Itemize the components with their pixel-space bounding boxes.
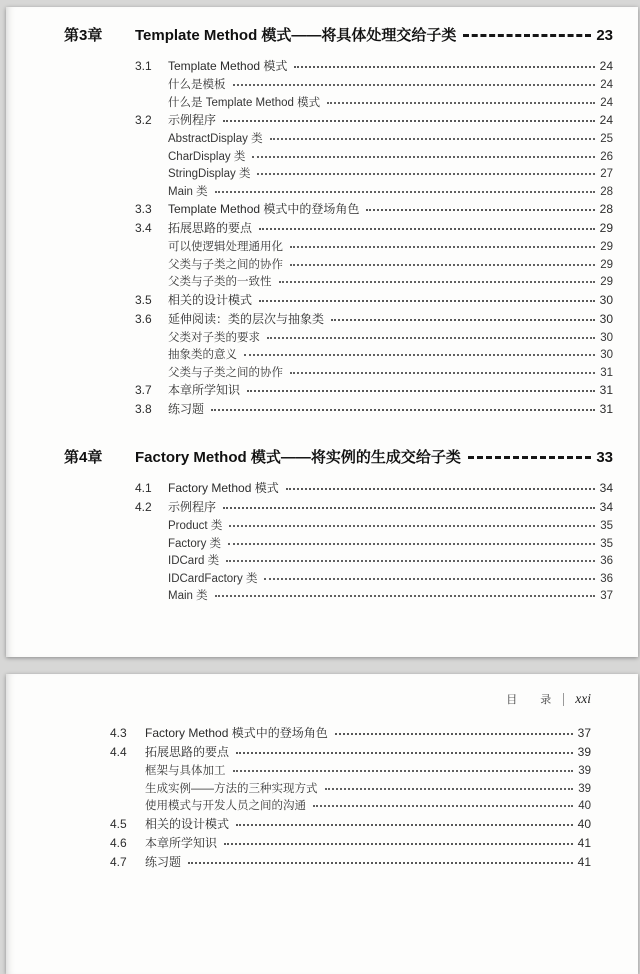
entry-title: 相关的设计模式 xyxy=(168,292,253,307)
entry-page-number: 23 xyxy=(596,27,613,44)
entry-number: 3.7 xyxy=(135,383,152,397)
dot-leader-line xyxy=(290,372,595,374)
dot-leader-line xyxy=(259,300,595,302)
entry-number: 4.2 xyxy=(135,500,152,514)
entry-title: CharDisplay 类 xyxy=(168,150,246,163)
toc-entry xyxy=(64,94,613,112)
entry-title: 生成实例——方法的三种实现方式 xyxy=(145,782,318,795)
toc-entry xyxy=(64,273,613,291)
toc-entry xyxy=(64,256,613,274)
entry-title: Template Method 模式 xyxy=(168,59,288,73)
running-header-title: 目 录 xyxy=(506,694,558,706)
dot-leader-line xyxy=(335,733,573,735)
dot-leader-line xyxy=(224,843,573,845)
toc-entry xyxy=(64,57,613,76)
toc-entry xyxy=(64,130,613,148)
toc-entry xyxy=(64,329,613,347)
entry-page-number: 37 xyxy=(600,590,613,602)
dot-leader-line xyxy=(313,805,573,807)
entry-number: 4.7 xyxy=(110,854,127,869)
entry-page-number: 28 xyxy=(599,202,613,216)
dot-leader-line xyxy=(279,281,596,283)
entry-page-number: 29 xyxy=(600,258,613,271)
entry-title: StringDisplay 类 xyxy=(168,168,251,180)
dot-leader-line xyxy=(236,824,573,826)
dot-leader-line xyxy=(327,102,595,104)
entry-page-number: 29 xyxy=(600,276,613,288)
toc-entry xyxy=(110,834,591,853)
entry-page-number: 31 xyxy=(599,383,613,397)
entry-title: Main 类 xyxy=(168,185,208,198)
entry-page-number: 36 xyxy=(600,555,613,567)
entry-page-number: 41 xyxy=(577,835,591,850)
dot-leader-line xyxy=(463,34,591,37)
toc-entry xyxy=(64,183,613,201)
entry-number: 4.4 xyxy=(110,745,127,759)
toc-entry xyxy=(110,780,591,798)
entry-page-number: 30 xyxy=(600,349,613,361)
toc-entry xyxy=(64,400,613,419)
toc-entry xyxy=(64,310,613,329)
dot-leader-line xyxy=(215,191,596,193)
entry-page-number: 36 xyxy=(600,572,613,585)
entry-title: IDCardFactory 类 xyxy=(168,572,258,585)
dot-leader-line xyxy=(290,246,595,248)
entry-page-number: 35 xyxy=(600,520,613,532)
dot-leader-line xyxy=(215,595,596,597)
toc-entry xyxy=(64,535,613,553)
entry-title: Factory Method 模式中的登场角色 xyxy=(145,726,328,740)
entry-number: 4.1 xyxy=(135,481,152,495)
entry-number: 第4章 xyxy=(64,449,103,466)
toc-entry xyxy=(64,165,613,183)
toc-entry xyxy=(64,587,613,605)
toc-entry xyxy=(64,24,613,46)
dot-leader-line xyxy=(244,354,595,356)
toc-entry xyxy=(64,346,613,364)
entry-title: 抽象类的意义 xyxy=(168,349,237,361)
entry-number: 3.6 xyxy=(135,311,152,326)
toc-entry xyxy=(64,111,613,130)
entry-page-number: 34 xyxy=(599,481,613,495)
entry-title: 延伸阅读：类的层次与抽象类 xyxy=(168,311,325,326)
entry-page-number: 39 xyxy=(578,765,591,777)
entry-title: 父类与子类之间的协作 xyxy=(168,258,283,271)
dot-leader-line xyxy=(226,560,595,562)
dot-leader-line xyxy=(228,543,595,545)
entry-page-number: 37 xyxy=(577,726,591,740)
dot-leader-line xyxy=(252,156,595,158)
toc-page-2 xyxy=(6,674,638,974)
entry-title: 使用模式与开发人员之间的沟通 xyxy=(145,800,306,812)
entry-title: 练习题 xyxy=(168,402,205,416)
entry-page-number: 27 xyxy=(600,168,613,180)
toc-entry xyxy=(110,743,591,762)
entry-number: 3.5 xyxy=(135,292,152,307)
entry-page-number: 24 xyxy=(600,79,613,91)
entry-number: 3.8 xyxy=(135,402,152,416)
toc-entry xyxy=(64,446,613,468)
dot-leader-line xyxy=(270,138,596,140)
entry-number: 第3章 xyxy=(64,27,103,44)
dot-leader-line xyxy=(264,578,595,580)
toc-entry xyxy=(110,724,591,743)
entry-title: 示例程序 xyxy=(168,500,217,514)
entry-page-number: 40 xyxy=(577,816,591,831)
entry-title: 可以使逻辑处理通用化 xyxy=(168,241,283,253)
dot-leader-line xyxy=(223,507,595,509)
dot-leader-line xyxy=(331,319,595,321)
toc-entry xyxy=(64,219,613,238)
toc-entry xyxy=(110,853,591,872)
dot-leader-line xyxy=(233,84,596,86)
entry-title: 示例程序 xyxy=(168,113,217,127)
entry-number: 3.3 xyxy=(135,202,152,216)
toc-entry xyxy=(64,498,613,517)
toc-entry xyxy=(64,291,613,310)
dot-leader-line xyxy=(294,66,594,68)
entry-page-number: 30 xyxy=(599,311,613,326)
running-header-divider xyxy=(563,693,564,706)
entry-title: 本章所学知识 xyxy=(145,835,218,850)
dot-leader-line xyxy=(366,209,594,211)
toc-entry xyxy=(64,148,613,166)
toc-entry xyxy=(64,76,613,94)
entry-title: Main 类 xyxy=(168,590,208,602)
entry-page-number: 41 xyxy=(577,854,591,869)
entry-page-number: 31 xyxy=(599,402,613,416)
toc-entry xyxy=(64,552,613,570)
entry-page-number: 39 xyxy=(578,782,591,795)
entry-title: 练习题 xyxy=(145,854,182,869)
entry-number: 3.1 xyxy=(135,59,152,73)
toc-entry xyxy=(64,570,613,588)
entry-title: 什么是 Template Method 模式 xyxy=(168,96,321,109)
toc-list-page-2 xyxy=(110,724,591,872)
entry-title: Template Method 模式——将具体处理交给子类 xyxy=(135,27,457,44)
running-header-page-number: xxi xyxy=(575,691,591,706)
dot-leader-line xyxy=(259,228,595,230)
dot-leader-line xyxy=(233,770,574,772)
dot-leader-line xyxy=(267,337,595,339)
dot-leader-line xyxy=(211,409,595,411)
dot-leader-line xyxy=(325,788,574,790)
entry-page-number: 30 xyxy=(600,331,613,344)
entry-page-number: 40 xyxy=(578,800,591,812)
dot-leader-line xyxy=(229,525,595,527)
entry-number: 4.5 xyxy=(110,816,127,831)
toc-entry xyxy=(64,200,613,219)
entry-title: 什么是模板 xyxy=(168,79,226,91)
entry-page-number: 31 xyxy=(600,366,613,379)
entry-page-number: 26 xyxy=(600,150,613,163)
entry-page-number: 34 xyxy=(599,500,613,514)
dot-leader-line xyxy=(247,390,595,392)
toc-list-page-1 xyxy=(64,24,613,605)
toc-entry xyxy=(110,815,591,834)
entry-title: 相关的设计模式 xyxy=(145,816,230,831)
entry-title: Factory Method 模式——将实例的生成交给子类 xyxy=(135,449,461,466)
entry-page-number: 24 xyxy=(600,96,613,109)
dot-leader-line xyxy=(223,120,595,122)
toc-entry xyxy=(64,364,613,382)
entry-number: 3.2 xyxy=(135,113,152,127)
dot-leader-line xyxy=(236,752,573,754)
entry-title: 父类与子类之间的协作 xyxy=(168,366,283,379)
entry-title: 拓展思路的要点 xyxy=(145,745,230,759)
entry-number: 3.4 xyxy=(135,221,152,235)
dot-leader-line xyxy=(286,488,595,490)
toc-entry xyxy=(64,479,613,498)
toc-entry xyxy=(110,797,591,815)
entry-page-number: 30 xyxy=(599,292,613,307)
entry-page-number: 29 xyxy=(599,221,613,235)
running-header xyxy=(110,690,591,708)
entry-page-number: 28 xyxy=(600,185,613,198)
entry-title: IDCard 类 xyxy=(168,555,220,567)
entry-title: 框架与具体加工 xyxy=(145,765,226,777)
toc-entry xyxy=(64,381,613,400)
book-toc-scan xyxy=(0,7,640,974)
entry-title: Factory Method 模式 xyxy=(168,481,279,495)
entry-page-number: 25 xyxy=(600,133,613,145)
entry-title: AbstractDisplay 类 xyxy=(168,133,263,145)
toc-page-1 xyxy=(6,7,638,657)
entry-page-number: 24 xyxy=(599,59,613,73)
toc-entry xyxy=(64,238,613,256)
entry-title: 本章所学知识 xyxy=(168,383,241,397)
entry-page-number: 33 xyxy=(596,449,613,466)
dot-leader-line xyxy=(468,456,591,459)
entry-page-number: 24 xyxy=(599,113,613,127)
entry-page-number: 35 xyxy=(600,537,613,550)
entry-title: Product 类 xyxy=(168,520,223,532)
entry-title: 拓展思路的要点 xyxy=(168,221,253,235)
entry-title: 父类对子类的要求 xyxy=(168,331,260,344)
entry-title: Factory 类 xyxy=(168,537,222,550)
toc-entry xyxy=(110,762,591,780)
dot-leader-line xyxy=(257,173,595,175)
entry-number: 4.3 xyxy=(110,726,127,740)
dot-leader-line xyxy=(290,264,595,266)
entry-number: 4.6 xyxy=(110,835,127,850)
entry-page-number: 39 xyxy=(577,745,591,759)
entry-title: 父类与子类的一致性 xyxy=(168,276,272,288)
entry-title: Template Method 模式中的登场角色 xyxy=(168,202,360,216)
dot-leader-line xyxy=(188,862,573,864)
toc-entry xyxy=(64,517,613,535)
entry-page-number: 29 xyxy=(600,241,613,253)
